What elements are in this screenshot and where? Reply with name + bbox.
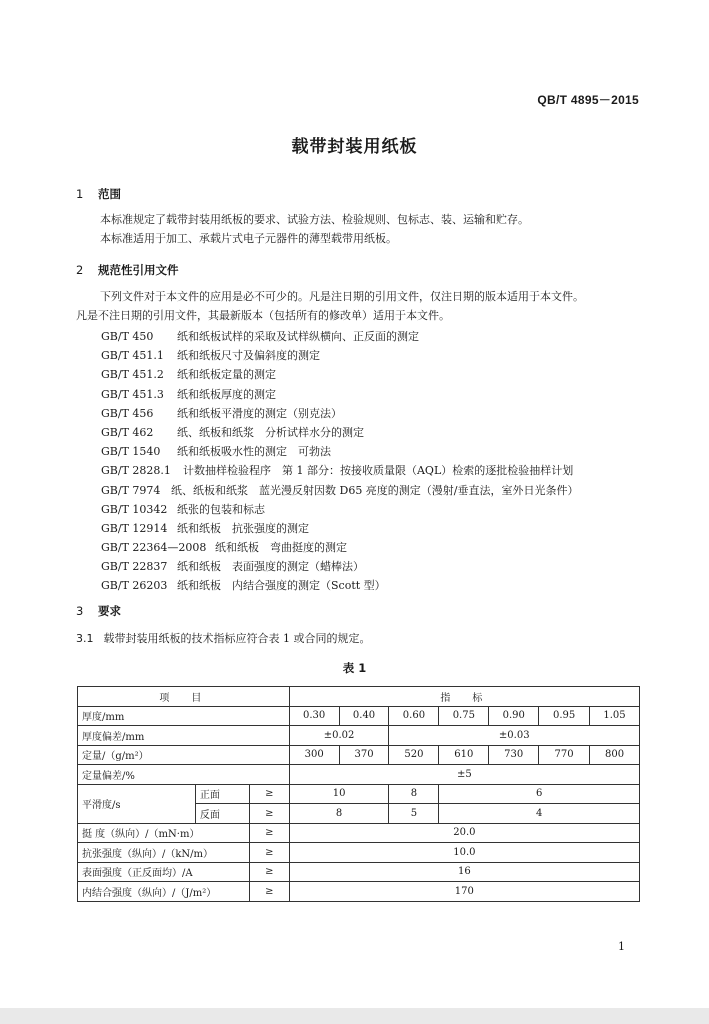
table-row xyxy=(78,882,640,902)
reference-title: 纸和纸板 抗张强度的测定 xyxy=(177,521,309,535)
reference-item xyxy=(101,346,579,365)
reference-title: 纸和纸板厚度的测定 xyxy=(177,387,276,401)
reference-code: GB/T 26203 xyxy=(101,579,168,593)
reference-title: 纸张的包装和标志 xyxy=(177,502,265,516)
section-1-body xyxy=(76,211,642,248)
table-cell: 16 xyxy=(289,862,639,882)
document-title: 载带封装用纸板 xyxy=(291,137,418,157)
section-1-heading xyxy=(76,186,121,202)
row-label: 厚度/mm xyxy=(78,706,290,726)
table-cell: 1.05 xyxy=(590,706,640,726)
table-row xyxy=(78,784,640,804)
reference-item xyxy=(101,327,579,346)
section-3-heading xyxy=(76,603,121,619)
table-row xyxy=(78,862,640,882)
table-cell: 170 xyxy=(289,882,639,902)
reference-code: GB/T 7974 xyxy=(101,483,161,497)
table-cell: 10 xyxy=(289,784,389,804)
table-row xyxy=(78,726,640,746)
row-label: 厚度偏差/mm xyxy=(78,726,290,746)
reference-title: 纸和纸板试样的采取及试样纵横向、正反面的测定 xyxy=(177,330,419,343)
table-cell: 20.0 xyxy=(289,823,639,843)
reference-code: GB/T 1540 xyxy=(101,445,161,459)
row-label: 挺 度（纵向）/（mN·m） xyxy=(78,823,250,843)
reference-title: 纸、纸板和纸浆 分析试样水分的测定 xyxy=(177,425,364,439)
reference-item xyxy=(101,576,579,595)
row-label: 抗张强度（纵向）/（kN/m） xyxy=(78,843,250,863)
table-cell: 730 xyxy=(489,745,539,765)
ge-symbol: ≥ xyxy=(249,862,289,882)
reference-title: 纸和纸板 弯曲挺度的测定 xyxy=(215,541,347,555)
table-row xyxy=(78,765,640,785)
paragraph: 本标准规定了载带封装用纸板的要求、试验方法、检验规则、包标志、装、运输和贮存。 xyxy=(100,213,529,226)
table-cell: 0.30 xyxy=(289,706,339,726)
clause-text: 载带封装用纸板的技术指标应符合表 1 或合同的规定。 xyxy=(103,632,371,645)
ge-symbol: ≥ xyxy=(249,804,289,824)
table-cell: ±0.03 xyxy=(389,726,640,746)
header-item: 项 目 xyxy=(78,687,290,707)
reference-title: 纸和纸板 表面强度的测定（蜡棒法） xyxy=(177,560,364,574)
reference-item xyxy=(101,481,579,500)
section-title: 范围 xyxy=(98,187,122,201)
reference-title: 纸和纸板吸水性的测定 可勃法 xyxy=(177,445,331,459)
section-title: 规范性引用文件 xyxy=(98,263,179,277)
reference-title: 纸和纸板定量的测定 xyxy=(177,368,276,382)
table-cell: 800 xyxy=(590,745,640,765)
table-cell: ±0.02 xyxy=(289,726,389,746)
page-number: 1 xyxy=(618,940,625,953)
table-cell: 6 xyxy=(439,784,640,804)
reference-item xyxy=(101,519,579,538)
reference-code: GB/T 2828.1 xyxy=(101,464,171,478)
reference-code: GB/T 22364—2008 xyxy=(101,541,207,555)
reference-code: GB/T 12914 xyxy=(101,521,168,535)
ge-symbol: ≥ xyxy=(249,843,289,863)
section-title: 要求 xyxy=(98,604,122,618)
row-label: 定量/（g/m²） xyxy=(78,745,290,765)
table-cell: 370 xyxy=(339,745,389,765)
section-2-intro xyxy=(76,288,642,325)
ge-symbol: ≥ xyxy=(249,882,289,902)
reference-code: GB/T 451.2 xyxy=(101,368,164,382)
reference-item xyxy=(101,557,579,576)
row-label: 内结合强度（纵向）/（J/m²） xyxy=(78,882,250,902)
section-number: 2 xyxy=(76,263,84,277)
table-cell: 0.40 xyxy=(339,706,389,726)
table-cell: 0.90 xyxy=(489,706,539,726)
table-row xyxy=(78,843,640,863)
reference-item xyxy=(101,442,579,461)
scan-edge xyxy=(0,1008,709,1024)
table-cell: 8 xyxy=(289,804,389,824)
reference-code: GB/T 451.3 xyxy=(101,387,164,401)
technical-spec-table xyxy=(77,686,640,902)
reference-code: GB/T 456 xyxy=(101,406,154,420)
table-cell: 10.0 xyxy=(289,843,639,863)
reference-title: 纸、纸板和纸浆 蓝光漫反射因数 D65 亮度的测定（漫射/垂直法，室外日光条件） xyxy=(171,483,579,497)
table-cell: 300 xyxy=(289,745,339,765)
section-2-heading xyxy=(76,262,179,278)
paragraph: 凡是不注日期的引用文件，其最新版本（包括所有的修改单）适用于本文件。 xyxy=(76,308,450,322)
table-row xyxy=(78,823,640,843)
table-cell: 5 xyxy=(389,804,439,824)
reference-item xyxy=(101,500,579,519)
table-caption: 表 1 xyxy=(342,661,367,675)
reference-item xyxy=(101,538,579,557)
table-cell: 520 xyxy=(389,745,439,765)
table-cell: 0.75 xyxy=(439,706,489,726)
table-cell: 770 xyxy=(539,745,590,765)
clause-number: 3.1 xyxy=(76,632,94,645)
paragraph: 本标准适用于加工、承载片式电子元器件的薄型载带用纸板。 xyxy=(100,231,397,245)
reference-item xyxy=(101,404,579,423)
reference-code: GB/T 22837 xyxy=(101,560,168,574)
sub-label: 正面 xyxy=(195,784,249,804)
reference-code: GB/T 450 xyxy=(101,330,154,343)
paragraph: 下列文件对于本文件的应用是必不可少的。凡是注日期的引用文件，仅注日期的版本适用于本文件。 xyxy=(100,290,584,303)
reference-item xyxy=(101,365,579,384)
reference-code: GB/T 451.1 xyxy=(101,349,164,363)
reference-title: 计数抽样检验程序 第 1 部分：按接收质量限（AQL）检索的逐批检验抽样计划 xyxy=(183,464,574,478)
table-cell: 0.60 xyxy=(389,706,439,726)
table-cell: ±5 xyxy=(289,765,639,785)
table-cell: 610 xyxy=(439,745,489,765)
table-row xyxy=(78,745,640,765)
reference-item xyxy=(101,423,579,442)
header-index: 指 标 xyxy=(289,687,639,707)
table-cell: 8 xyxy=(389,784,439,804)
ge-symbol: ≥ xyxy=(249,823,289,843)
table-header-row xyxy=(78,687,640,707)
row-label: 平滑度/s xyxy=(78,784,196,823)
table-cell: 4 xyxy=(439,804,640,824)
clause-3-1 xyxy=(76,630,371,646)
standard-code: QB/T 4895－2015 xyxy=(537,93,639,107)
ge-symbol: ≥ xyxy=(249,784,289,804)
reference-item xyxy=(101,385,579,404)
reference-code: GB/T 10342 xyxy=(101,502,168,516)
section-number: 3 xyxy=(76,604,84,618)
reference-item xyxy=(101,461,579,480)
row-label: 表面强度（正反面均）/A xyxy=(78,862,250,882)
reference-title: 纸和纸板 内结合强度的测定（Scott 型） xyxy=(177,579,386,593)
table-cell: 0.95 xyxy=(539,706,590,726)
reference-code: GB/T 462 xyxy=(101,425,154,439)
reference-title: 纸和纸板平滑度的测定（别克法） xyxy=(177,406,342,420)
normative-references-list xyxy=(101,327,579,596)
table-row xyxy=(78,706,640,726)
row-label: 定量偏差/% xyxy=(78,765,290,785)
reference-title: 纸和纸板尺寸及偏斜度的测定 xyxy=(177,349,320,363)
sub-label: 反面 xyxy=(195,804,249,824)
section-number: 1 xyxy=(76,187,84,201)
